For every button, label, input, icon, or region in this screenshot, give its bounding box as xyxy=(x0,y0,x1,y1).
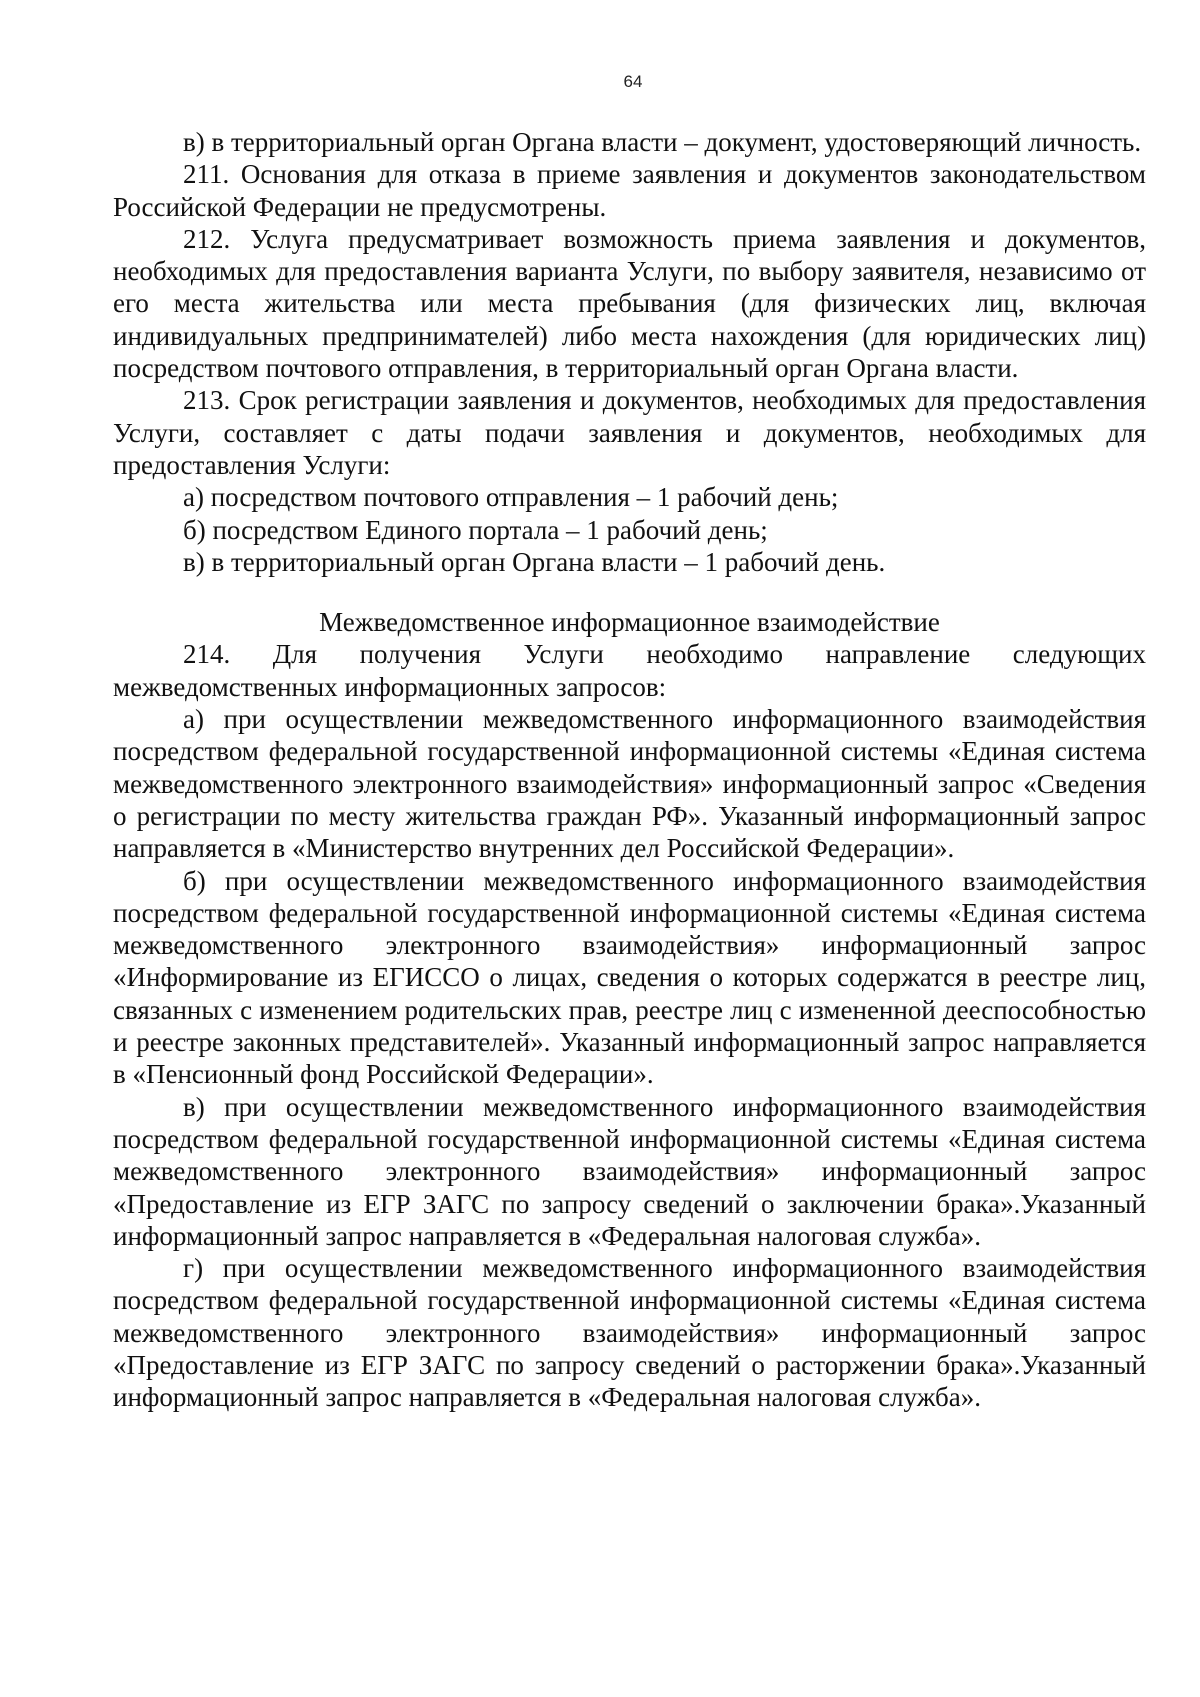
paragraph-214: 214. Для получения Услуги необходимо направление следующих межведомственных информационных запросов: xyxy=(113,639,1146,702)
paragraph-213-item-b: б) посредством Единого портала – 1 рабочий день; xyxy=(183,514,768,545)
paragraph-214-item-a: а) при осуществлении межведомственного информационного взаимодействия посредством федеральной государственной информационной системы «Единая система межведомственного электронного взаимодействия» информационный запрос «Сведения о регистрации по месту жительства граждан РФ». Указанный информационный запрос направляется в «Министерство внутренних дел Российской Федерации». xyxy=(113,704,1146,864)
paragraph-213: 213. Срок регистрации заявления и документов, необходимых для предоставления Услуги, составляет с даты подачи заявления и документов, необходимых для предоставления Услуги: xyxy=(113,385,1146,480)
paragraph-211: 211. Основания для отказа в приеме заявления и документов законодательством Российской Федерации не предусмотрены. xyxy=(113,159,1146,222)
paragraph-item-v-identity: в) в территориальный орган Органа власти – документ, удостоверяющий личность. xyxy=(183,127,1142,157)
paragraph-214-item-b: б) при осуществлении межведомственного информационного взаимодействия посредством федеральной государственной информационной системы «Единая система межведомственного электронного взаимодействия» информационный запрос «Информирование из ЕГИССО о лицах, сведения о которых содержатся в реестре лиц, связанных с изменением родительских прав, реестре лиц с измененной дееспособностью и реестре законных представителей». Указанный информационный запрос направляется в «Пенсионный фонд Российской Федерации». xyxy=(113,865,1146,1090)
paragraph-214-item-g: г) при осуществлении межведомственного информационного взаимодействия посредством федеральной государственной информационной системы «Единая система межведомственного электронного взаимодействия» информационный запрос «Предоставление из ЕГР ЗАГС по запросу сведений о расторжении брака».Указанный информационный запрос направляется в «Федеральная налоговая служба». xyxy=(113,1253,1146,1413)
paragraph-214-item-v: в) при осуществлении межведомственного информационного взаимодействия посредством федеральной государственной информационной системы «Единая система межведомственного электронного взаимодействия» информационный запрос «Предоставление из ЕГР ЗАГС по запросу сведений о заключении брака».Указанный информационный запрос направляется в «Федеральная налоговая служба». xyxy=(113,1091,1146,1251)
page-number: 64 xyxy=(623,72,643,91)
document-body xyxy=(113,126,1146,1414)
paragraph-212: 212. Услуга предусматривает возможность приема заявления и документов, необходимых для предоставления варианта Услуги, по выбору заявителя, независимо от его места жительства или места пребывания (для физических лиц, включая индивидуальных предпринимателей) либо места нахождения (для юридических лиц) посредством почтового отправления, в территориальный орган Органа власти. xyxy=(113,223,1146,384)
section-heading: Межведомственное информационное взаимодействие xyxy=(319,607,940,638)
paragraph-213-item-a: а) посредством почтового отправления – 1 рабочий день; xyxy=(183,482,839,513)
paragraph-213-item-v: в) в территориальный орган Органа власти – 1 рабочий день. xyxy=(183,546,886,577)
